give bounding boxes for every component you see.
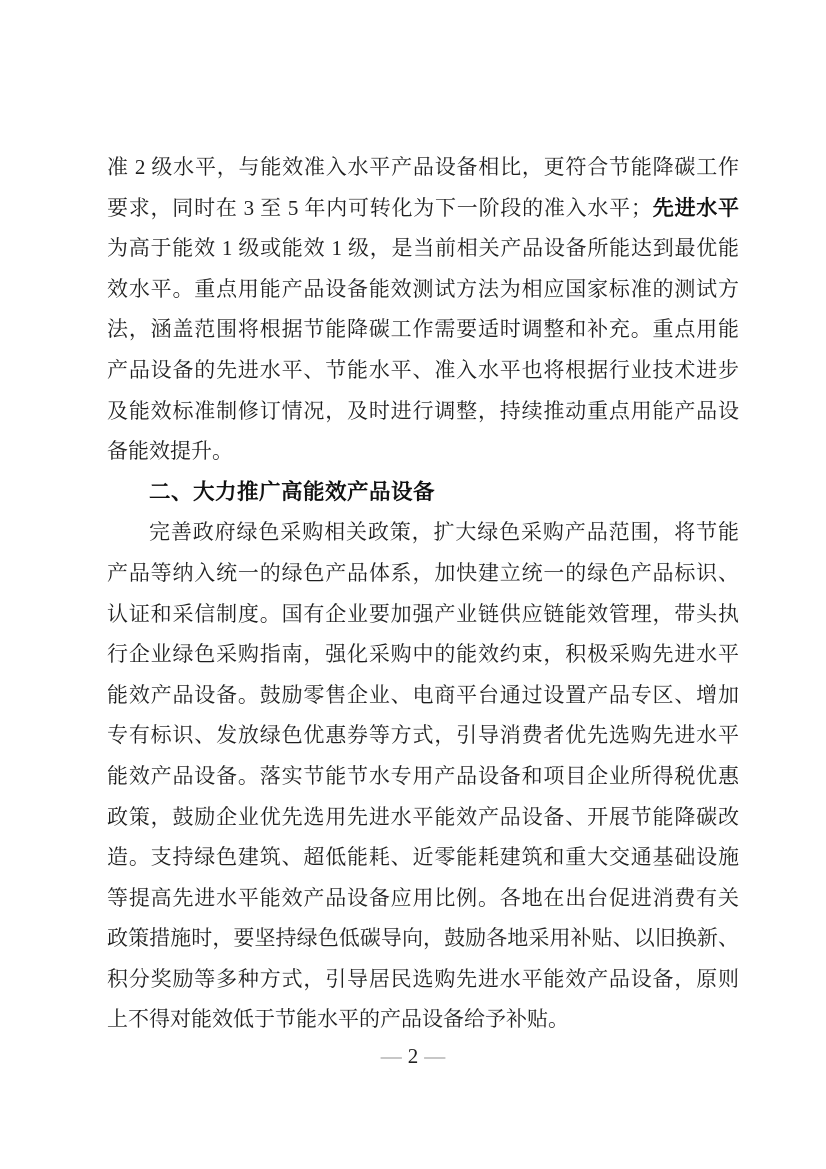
body-line-text: 政策措施时，要坚持绿色低碳导向，鼓励各地采用补贴、以旧换新、 [107,926,739,951]
page-footer [0,1044,826,1068]
body-line [107,228,739,269]
body-line-text: 积分奖励等多种方式，引导居民选购先进水平能效产品设备，原则 [107,966,739,991]
body-line [107,634,739,675]
page-number: 2 [407,1044,419,1068]
body-line [107,350,739,391]
body-line [107,999,739,1040]
document-body [107,147,739,1040]
body-line [107,512,739,553]
body-line [107,553,739,594]
body-line-text: 认证和采信制度。国有企业要加强产业链供应链能效管理，带头执 [107,601,739,626]
body-line-text: 完善政府绿色采购相关政策，扩大绿色采购产品范围，将节能 [149,520,739,545]
body-line-text: 产品设备的先进水平、节能水平、准入水平也将根据行业技术进步 [107,357,739,382]
body-line [107,188,739,229]
body-line [107,309,739,350]
footer-dash-left: — [380,1044,402,1068]
body-line [107,675,739,716]
body-line-text: 准 2 级水平，与能效准入水平产品设备相比，更符合节能降碳工作 [107,155,739,179]
body-line-text: 能效产品设备。落实节能节水专用产品设备和项目企业所得税优惠 [107,763,739,788]
body-line [107,147,739,188]
body-line-text: 能效产品设备。鼓励零售企业、电商平台通过设置产品专区、增加 [107,682,739,707]
body-line-text: 上不得对能效低于节能水平的产品设备给予补贴。 [107,1007,569,1032]
body-line [107,918,739,959]
body-line [107,837,739,878]
body-line-text: 产品等纳入统一的绿色产品体系，加快建立统一的绿色产品标识、 [107,560,739,585]
body-line-text: 政策，鼓励企业优先选用先进水平能效产品设备、开展节能降碳改 [107,804,739,829]
section-heading: 二、大力推广高能效产品设备 [149,479,436,504]
body-line-text: 等提高先进水平能效产品设备应用比例。各地在出台促进消费有关 [107,885,739,910]
body-line [107,959,739,1000]
body-line-text: 行企业绿色采购指南，强化采购中的能效约束，积极采购先进水平 [107,642,739,667]
body-line [107,715,739,756]
footer-dash-right: — [424,1044,446,1068]
body-line-text: 法，涵盖范围将根据节能降碳工作需要适时调整和补充。重点用能 [107,317,739,342]
body-line [107,391,739,432]
body-line [107,431,739,472]
body-line-text: 及能效标准制修订情况，及时进行调整，持续推动重点用能产品设 [107,398,739,423]
body-line [107,756,739,797]
body-line [107,269,739,310]
body-line [107,878,739,919]
body-line-text: 备能效提升。 [107,439,233,464]
body-line-text: 效水平。重点用能产品设备能效测试方法为相应国家标准的测试方 [107,276,739,301]
body-line [107,594,739,635]
body-line-text: 要求，同时在 3 至 5 年内可转化为下一阶段的准入水平； [107,195,652,220]
body-line-text: 为高于能效 1 级或能效 1 级，是当前相关产品设备所能达到最优能 [107,236,739,261]
bold-emphasis: 先进水平 [651,196,740,220]
body-line-text: 造。支持绿色建筑、超低能耗、近零能耗建筑和重大交通基础设施 [107,845,739,870]
body-line-text: 专有标识、发放绿色优惠券等方式，引导消费者优先选购先进水平 [107,723,739,748]
body-line [107,797,739,838]
